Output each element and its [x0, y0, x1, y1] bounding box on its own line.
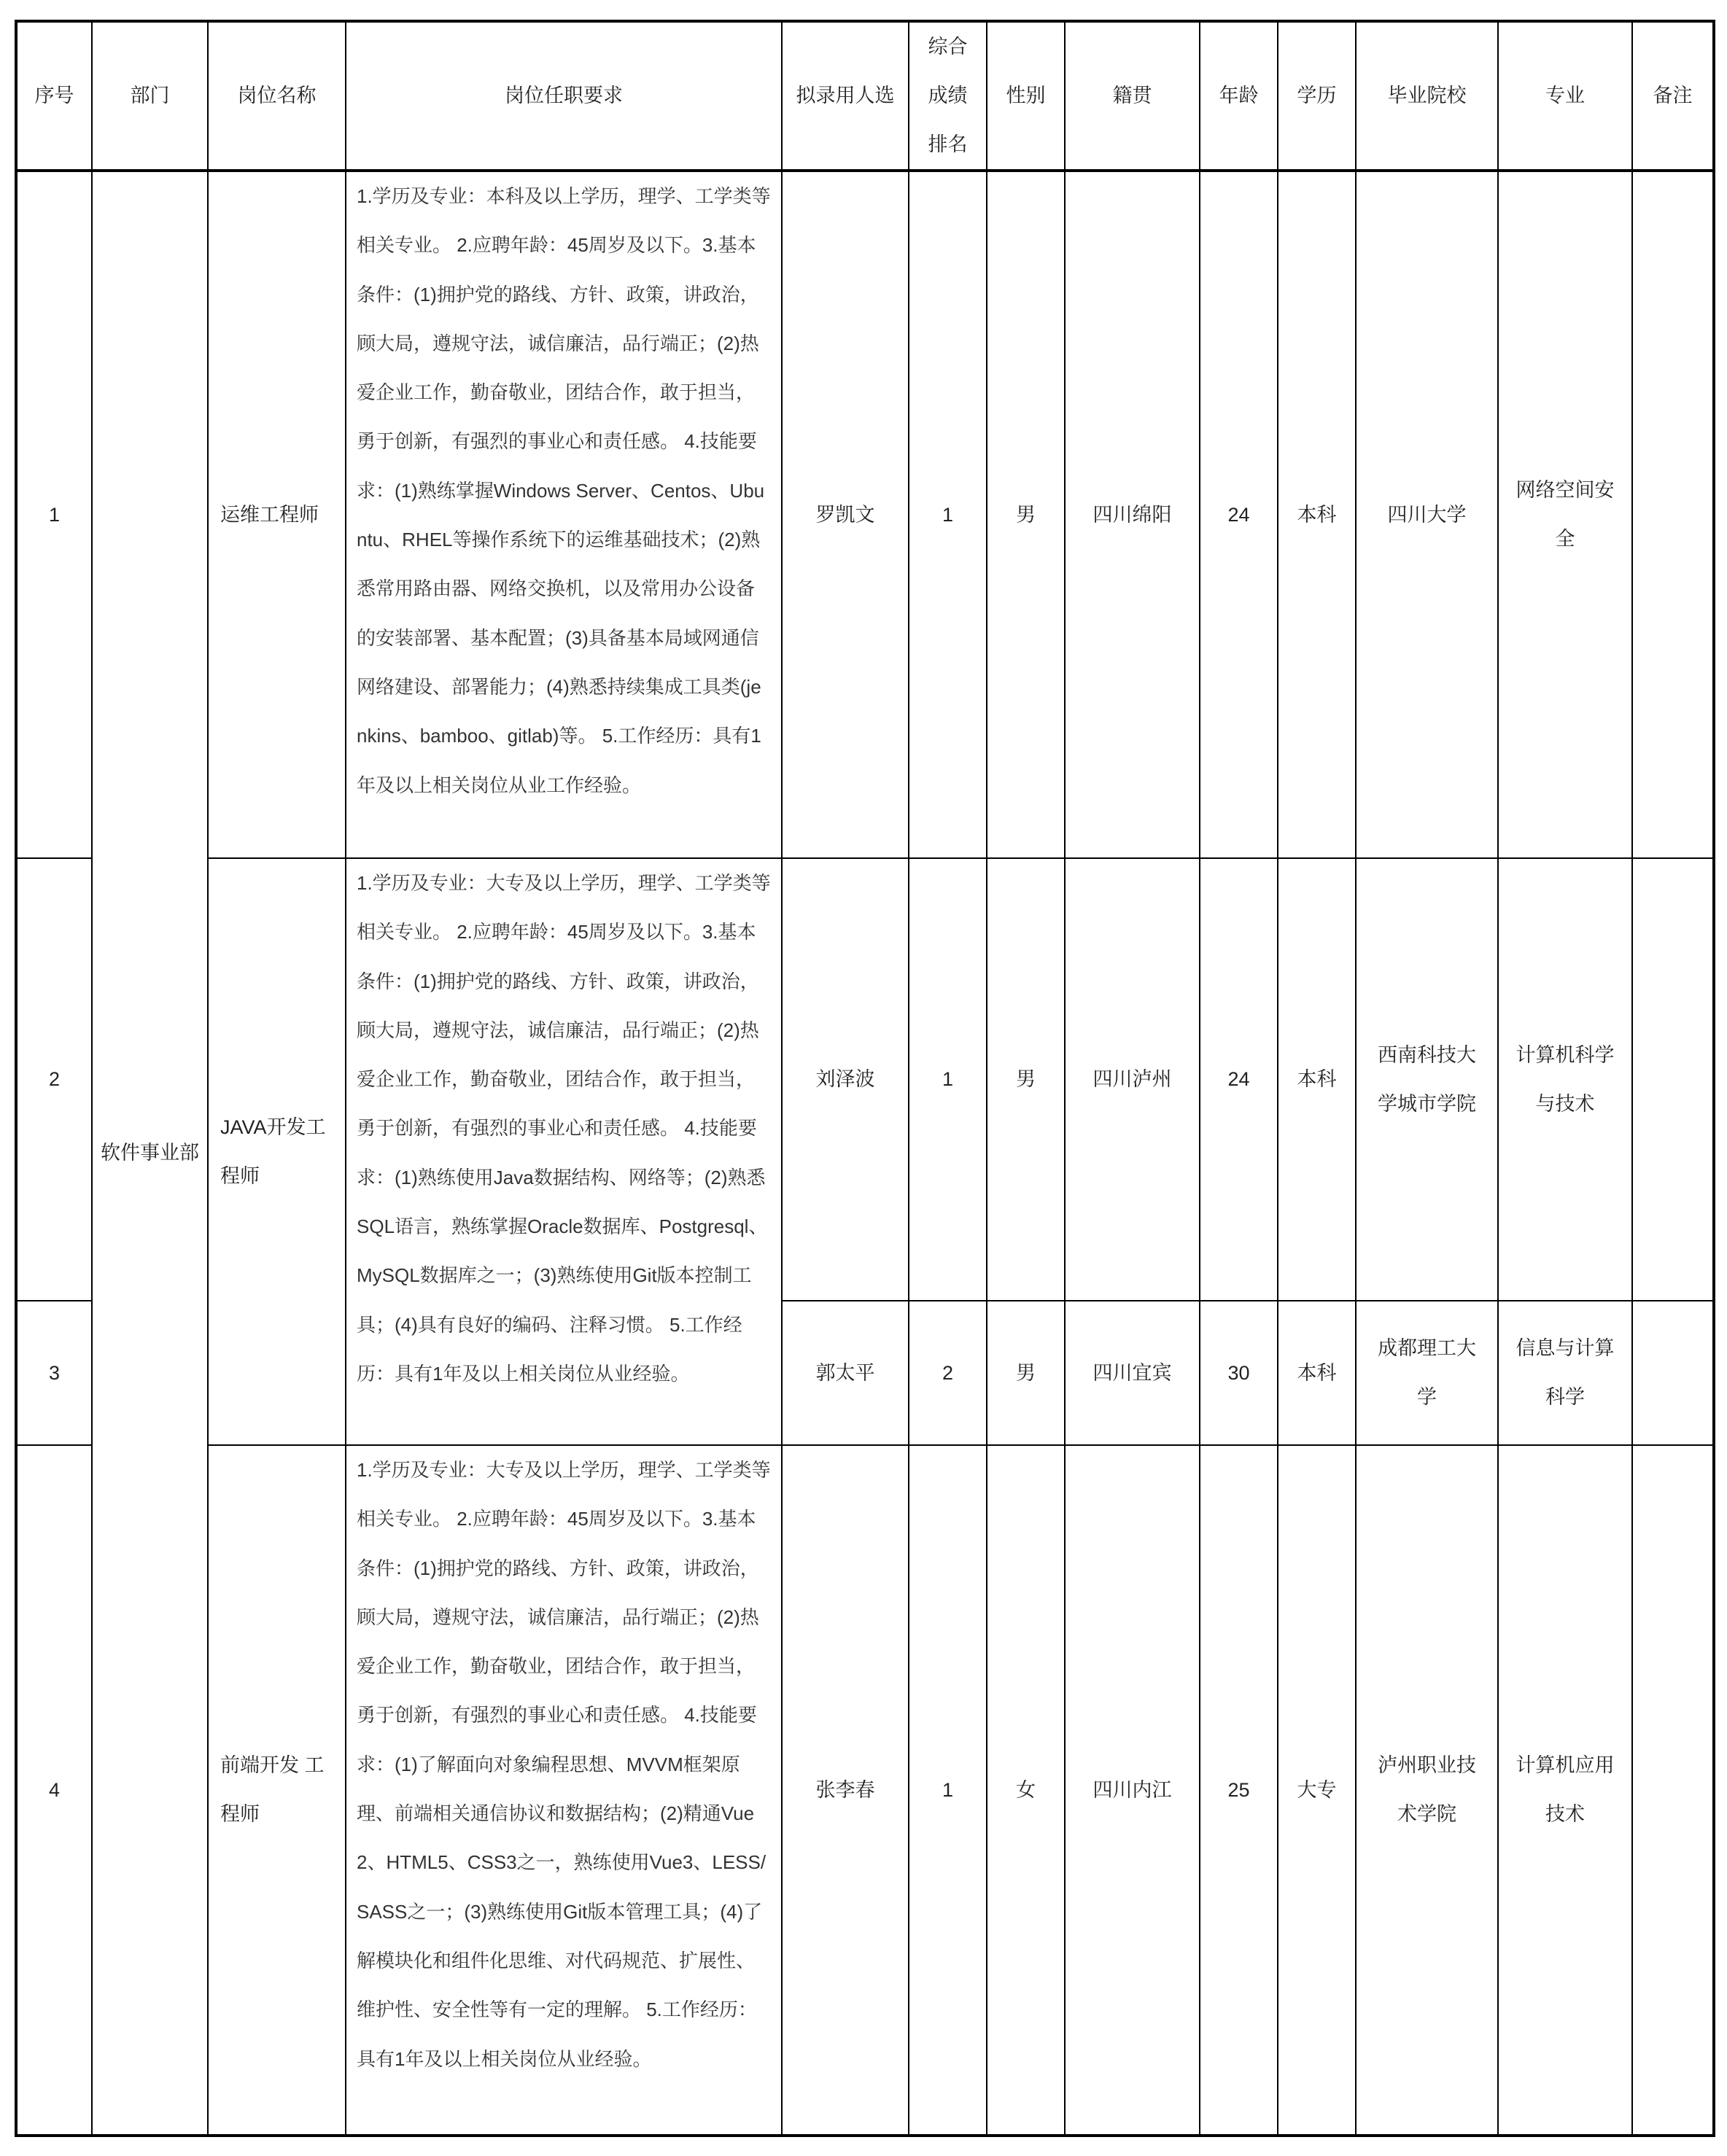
major-name: 计算机应用技术: [1516, 1754, 1615, 1825]
major-name: 信息与计算科学: [1516, 1337, 1615, 1408]
school-name: 泸州职业技术学院: [1378, 1754, 1476, 1825]
cell-school: [1356, 1301, 1498, 1445]
cell-candidate: 郭太平: [782, 1301, 909, 1445]
cell-age: 30: [1200, 1301, 1278, 1445]
header-candidate: 拟录用人选: [782, 21, 909, 171]
cell-age: 25: [1200, 1445, 1278, 2136]
cell-requirements: [346, 171, 782, 858]
cell-gender: 男: [987, 1301, 1065, 1445]
cell-seq: 1: [16, 171, 92, 858]
cell-age: 24: [1200, 858, 1278, 1301]
cell-origin: 四川宜宾: [1065, 1301, 1200, 1445]
header-age: 年龄: [1200, 21, 1278, 171]
cell-gender: 女: [987, 1445, 1065, 2136]
cell-origin: 四川内江: [1065, 1445, 1200, 2136]
table-row: [16, 858, 1714, 1301]
table-row: [16, 1445, 1714, 2136]
header-school: 毕业院校: [1356, 21, 1498, 171]
header-rank-line3: 排名: [928, 133, 968, 155]
cell-education: 本科: [1278, 858, 1356, 1301]
header-rank: [909, 21, 987, 171]
cell-major: [1498, 1301, 1632, 1445]
header-remarks: 备注: [1632, 21, 1714, 171]
cell-candidate: 罗凯文: [782, 171, 909, 858]
header-major: 专业: [1498, 21, 1632, 171]
cell-position: [208, 1445, 346, 2136]
school-name: 西南科技大学城市学院: [1378, 1043, 1476, 1115]
school-name: 成都理工大学: [1378, 1337, 1476, 1408]
requirements-text: 1.学历及专业：大专及以上学历，理学、工学类等相关专业。 2.应聘年龄：45周岁及以下。3.基本条件：(1)拥护党的路线、方针、政策，讲政治，顾大局，遵规守法，诚信廉洁，品行端正；(2)热爱企业工作，勤奋敬业，团结合作，敢于担当，勇于创新，有强烈的事业心和责任感。 4.技能要求：(1)熟练使用Java数据结构、网络等；(2)熟悉SQL语言，熟练掌握Oracle数据库、Postgresql、MySQL数据库之一；(3)熟练使用Git版本控制工具；(4)具有良好的编码、注释习惯。 5.工作经历：具有1年及以上相关岗位从业经验。: [357, 872, 771, 1385]
cell-education: 本科: [1278, 1301, 1356, 1445]
cell-rank: 2: [909, 1301, 987, 1445]
cell-major: [1498, 171, 1632, 858]
cell-candidate: 刘泽波: [782, 858, 909, 1301]
cell-candidate: 张李春: [782, 1445, 909, 2136]
table-row: [16, 171, 1714, 858]
hiring-roster-table: [15, 20, 1715, 2137]
cell-seq: 4: [16, 1445, 92, 2136]
cell-origin: 四川绵阳: [1065, 171, 1200, 858]
department-name: 软件事业部: [101, 1142, 199, 1164]
cell-requirements: [346, 1445, 782, 2136]
cell-origin: 四川泸州: [1065, 858, 1200, 1301]
cell-education: 本科: [1278, 171, 1356, 858]
header-gender: 性别: [987, 21, 1065, 171]
document-page: [15, 20, 1715, 2137]
header-origin: 籍贯: [1065, 21, 1200, 171]
cell-education: 大专: [1278, 1445, 1356, 2136]
cell-rank: 1: [909, 171, 987, 858]
position-name: JAVA开发工程师: [220, 1116, 326, 1187]
cell-gender: 男: [987, 858, 1065, 1301]
requirements-text: 1.学历及专业：本科及以上学历，理学、工学类等相关专业。 2.应聘年龄：45周岁及以下。3.基本条件：(1)拥护党的路线、方针、政策，讲政治，顾大局，遵规守法，诚信廉洁，品行端正；(2)热爱企业工作，勤奋敬业，团结合作，敢于担当，勇于创新，有强烈的事业心和责任感。 4.技能要求：(1)熟练掌握Windows Server、Centos、Ubuntu、RHEL等操作系统下的运维基础技术；(2)熟悉常用路由器、网络交换机，以及常用办公设备的安装部署、基本配置；(3)具备基本局域网通信网络建设、部署能力；(4)熟悉持续集成工具类(jenkins、bamboo、gitlab)等。 5.工作经历：具有1年及以上相关岗位从业工作经验。: [357, 185, 771, 796]
position-name: 运维工程师: [220, 503, 319, 526]
header-requirements: 岗位任职要求: [346, 21, 782, 171]
cell-rank: 1: [909, 858, 987, 1301]
cell-gender: 男: [987, 171, 1065, 858]
cell-rank: 1: [909, 1445, 987, 2136]
cell-position: [208, 858, 346, 1445]
header-seq: 序号: [16, 21, 92, 171]
cell-remarks: [1632, 1445, 1714, 2136]
header-position: 岗位名称: [208, 21, 346, 171]
header-rank-line2: 成绩: [928, 85, 968, 106]
cell-age: 24: [1200, 171, 1278, 858]
header-education: 学历: [1278, 21, 1356, 171]
cell-department: [92, 171, 208, 2136]
position-name: 前端开发 工程师: [220, 1754, 325, 1825]
cell-school: [1356, 171, 1498, 858]
cell-seq: 2: [16, 858, 92, 1301]
cell-major: [1498, 1445, 1632, 2136]
major-name: 计算机科学与技术: [1516, 1043, 1615, 1115]
cell-remarks: [1632, 1301, 1714, 1445]
school-name: 四川大学: [1387, 503, 1467, 526]
cell-position: [208, 171, 346, 858]
major-name: 网络空间安全: [1516, 479, 1615, 550]
cell-requirements: [346, 858, 782, 1445]
cell-remarks: [1632, 171, 1714, 858]
requirements-text: 1.学历及专业：大专及以上学历，理学、工学类等相关专业。 2.应聘年龄：45周岁及以下。3.基本条件：(1)拥护党的路线、方针、政策，讲政治，顾大局，遵规守法，诚信廉洁，品行端正；(2)热爱企业工作，勤奋敬业，团结合作，敢于担当，勇于创新，有强烈的事业心和责任感。 4.技能要求：(1)了解面向对象编程思想、MVVM框架原理、前端相关通信协议和数据结构；(2)精通Vue2、HTML5、CSS3之一，熟练使用Vue3、LESS/SASS之一；(3)熟练使用Git版本管理工具；(4)了解模块化和组件化思维、对代码规范、扩展性、维护性、安全性等有一定的理解。 5.工作经历：具有1年及以上相关岗位从业经验。: [357, 1459, 771, 2070]
cell-school: [1356, 1445, 1498, 2136]
cell-seq: 3: [16, 1301, 92, 1445]
header-dept: 部门: [92, 21, 208, 171]
cell-remarks: [1632, 858, 1714, 1301]
cell-school: [1356, 858, 1498, 1301]
header-rank-line1: 综合: [928, 36, 968, 58]
cell-major: [1498, 858, 1632, 1301]
header-row: [16, 21, 1714, 171]
